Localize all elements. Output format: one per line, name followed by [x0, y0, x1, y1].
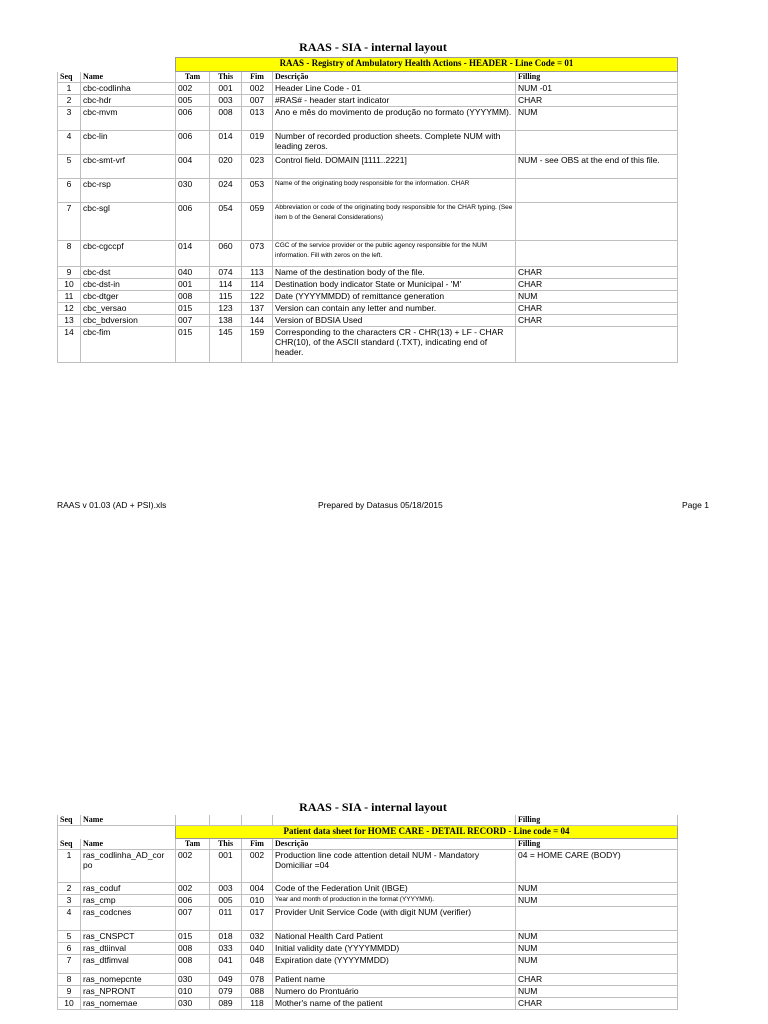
cell-name: ras_dtiinval — [81, 943, 176, 955]
cell-desc: #RAS# - header start indicator — [273, 95, 516, 107]
table-row — [58, 895, 678, 907]
cell-desc: Version can contain any letter and number. — [273, 303, 516, 315]
cell-fim: 113 — [242, 267, 273, 279]
cell-fim: 137 — [242, 303, 273, 315]
cell-this: 003 — [210, 883, 242, 895]
cell-fim: 040 — [242, 943, 273, 955]
cell-fim: 002 — [242, 83, 273, 95]
cell-desc: Control field. DOMAIN [1111..2221] — [273, 155, 516, 179]
table-row — [58, 998, 678, 1010]
cell-name: cbc_bdversion — [81, 315, 176, 327]
cell-seq: 9 — [58, 986, 81, 998]
page2-title: RAAS - SIA - internal layout — [299, 800, 447, 814]
cell-seq: 10 — [58, 279, 81, 291]
cell-name: cbc-lin — [81, 131, 176, 155]
cell-fim: 073 — [242, 241, 273, 267]
cell-desc: Mother's name of the patient — [273, 998, 516, 1010]
cell-this: 115 — [210, 291, 242, 303]
cell-tam: 030 — [176, 179, 210, 203]
cell-name: ras_codcnes — [81, 907, 176, 931]
cell-this: 024 — [210, 179, 242, 203]
cell-fim: 118 — [242, 998, 273, 1010]
cell-seq: 7 — [58, 955, 81, 974]
cell-desc: Expiration date (YYYYMMDD) — [273, 955, 516, 974]
cell-fim: 159 — [242, 327, 273, 363]
cell-seq: 4 — [58, 907, 81, 931]
col-tam: Tam — [176, 839, 210, 850]
cell-fill: CHAR — [516, 267, 678, 279]
footer-page-number: Page 1 — [682, 500, 709, 510]
cell-tam: 030 — [176, 998, 210, 1010]
col-seq: Seq — [58, 839, 81, 850]
cell-tam: 008 — [176, 955, 210, 974]
cell-name: cbc-codlinha — [81, 83, 176, 95]
cell-name: cbc-mvm — [81, 107, 176, 131]
table-row — [58, 291, 678, 303]
cell-fill — [516, 179, 678, 203]
cell-fill: CHAR — [516, 974, 678, 986]
table-row — [58, 179, 678, 203]
col-filling: Filling — [516, 72, 678, 83]
col-seq: Seq — [58, 815, 81, 826]
cell-fill: NUM -01 — [516, 83, 678, 95]
cell-desc: Numero do Prontuário — [273, 986, 516, 998]
cell-this: 060 — [210, 241, 242, 267]
cell-this: 011 — [210, 907, 242, 931]
cell-fill: NUM — [516, 895, 678, 907]
cell-desc: Production line code attention detail NUM - Mandatory Domiciliar =04 — [273, 850, 516, 883]
table-row — [58, 327, 678, 363]
cell-seq: 8 — [58, 974, 81, 986]
cell-this: 074 — [210, 267, 242, 279]
table-row — [58, 931, 678, 943]
cell-fim: 002 — [242, 850, 273, 883]
cell-seq: 2 — [58, 95, 81, 107]
cell-tam: 015 — [176, 931, 210, 943]
section-banner: RAAS - Registry of Ambulatory Health Actions - HEADER - Line Code = 01 — [176, 58, 678, 72]
cell-desc: Year and month of production in the format (YYYYMM). — [273, 895, 516, 907]
cell-fim: 114 — [242, 279, 273, 291]
cell-this: 014 — [210, 131, 242, 155]
cell-seq: 1 — [58, 850, 81, 883]
cell-fim: 053 — [242, 179, 273, 203]
cell-desc: Date (YYYYMMDD) of remittance generation — [273, 291, 516, 303]
cell-this: 138 — [210, 315, 242, 327]
cell-tam: 008 — [176, 291, 210, 303]
cell-desc: Patient name — [273, 974, 516, 986]
cell-fim: 007 — [242, 95, 273, 107]
cell-fill: NUM — [516, 943, 678, 955]
cell-fill: CHAR — [516, 303, 678, 315]
footer-filename: RAAS v 01.03 (AD + PSI).xls — [57, 500, 167, 510]
cell-fim: 059 — [242, 203, 273, 241]
cell-fill: CHAR — [516, 95, 678, 107]
cell-this: 049 — [210, 974, 242, 986]
cell-name: ras_cmp — [81, 895, 176, 907]
cell-this: 123 — [210, 303, 242, 315]
detail-layout-table — [57, 815, 678, 1010]
cell-seq: 13 — [58, 315, 81, 327]
table-row — [58, 986, 678, 998]
cell-fill: NUM - see OBS at the end of this file. — [516, 155, 678, 179]
table-row — [58, 95, 678, 107]
col-descricao: Descrição — [273, 839, 516, 850]
cell-fim: 144 — [242, 315, 273, 327]
cell-name: cbc-hdr — [81, 95, 176, 107]
cell-fill: NUM — [516, 883, 678, 895]
cell-tam: 040 — [176, 267, 210, 279]
page1-title: RAAS - SIA - internal layout — [299, 40, 447, 54]
cell-name: ras_dtfimval — [81, 955, 176, 974]
cell-seq: 2 — [58, 883, 81, 895]
col-name: Name — [81, 815, 176, 826]
cell-this: 033 — [210, 943, 242, 955]
cell-name: ras_nomepcnte — [81, 974, 176, 986]
cell-fill: CHAR — [516, 279, 678, 291]
cell-fim: 017 — [242, 907, 273, 931]
table-row — [58, 155, 678, 179]
table-row — [58, 267, 678, 279]
cell-name: cbc-smt-vrf — [81, 155, 176, 179]
cell-seq: 6 — [58, 179, 81, 203]
cell-seq: 3 — [58, 107, 81, 131]
cell-fill: NUM — [516, 931, 678, 943]
cell-tam: 001 — [176, 279, 210, 291]
cell-fill — [516, 131, 678, 155]
cell-this: 054 — [210, 203, 242, 241]
cell-this: 005 — [210, 895, 242, 907]
col-this: This — [210, 72, 242, 83]
table-row — [58, 850, 678, 883]
cell-seq: 5 — [58, 155, 81, 179]
cell-tam: 006 — [176, 203, 210, 241]
cell-fill — [516, 241, 678, 267]
cell-seq: 4 — [58, 131, 81, 155]
cell-name: ras_CNSPCT — [81, 931, 176, 943]
cell-desc: Ano e mês do movimento de produção no formato (YYYYMM). — [273, 107, 516, 131]
cell-seq: 12 — [58, 303, 81, 315]
cell-name: ras_nomemae — [81, 998, 176, 1010]
cell-desc: CGC of the service provider or the public agency responsible for the NUM information. Fill with zeros on the left. — [273, 241, 516, 267]
col-name: Name — [81, 72, 176, 83]
table-row — [58, 907, 678, 931]
cell-desc: National Health Card Patient — [273, 931, 516, 943]
cell-tam: 002 — [176, 883, 210, 895]
cell-fill: NUM — [516, 291, 678, 303]
cell-this: 041 — [210, 955, 242, 974]
cell-name: cbc-cgccpf — [81, 241, 176, 267]
cell-tam: 005 — [176, 95, 210, 107]
cell-name: cbc_versao — [81, 303, 176, 315]
table-row — [58, 315, 678, 327]
cell-desc: Code of the Federation Unit (IBGE) — [273, 883, 516, 895]
col-filling: Filling — [516, 815, 678, 826]
cell-this: 008 — [210, 107, 242, 131]
cell-desc: Corresponding to the characters CR - CHR(13) + LF - CHAR CHR(10), of the ASCII standard (.TXT), indicating end of header. — [273, 327, 516, 363]
cell-seq: 5 — [58, 931, 81, 943]
col-filling: Filling — [516, 839, 678, 850]
cell-name: cbc-rsp — [81, 179, 176, 203]
cell-fill: 04 = HOME CARE (BODY) — [516, 850, 678, 883]
cell-desc: Name of the originating body responsible for the information. CHAR — [273, 179, 516, 203]
col-tam: Tam — [176, 72, 210, 83]
table-row — [58, 279, 678, 291]
cell-tam: 007 — [176, 907, 210, 931]
cell-this: 018 — [210, 931, 242, 943]
cell-tam: 006 — [176, 131, 210, 155]
cell-tam: 002 — [176, 83, 210, 95]
col-seq: Seq — [58, 72, 81, 83]
cell-fill — [516, 327, 678, 363]
col-this: This — [210, 839, 242, 850]
cell-this: 079 — [210, 986, 242, 998]
cell-desc: Name of the destination body of the file. — [273, 267, 516, 279]
cell-this: 114 — [210, 279, 242, 291]
table-row — [58, 303, 678, 315]
cell-tam: 014 — [176, 241, 210, 267]
cell-fill: CHAR — [516, 315, 678, 327]
col-name: Name — [81, 839, 176, 850]
cell-fill — [516, 907, 678, 931]
cell-this: 089 — [210, 998, 242, 1010]
cell-desc: Abbreviation or code of the originating body responsible for the CHAR typing. (See item b of the General Considerations) — [273, 203, 516, 241]
table-row — [58, 203, 678, 241]
cell-tam: 002 — [176, 850, 210, 883]
cell-this: 003 — [210, 95, 242, 107]
cell-tam: 010 — [176, 986, 210, 998]
cell-seq: 11 — [58, 291, 81, 303]
cell-desc: Destination body indicator State or Municipal - 'M' — [273, 279, 516, 291]
cell-seq: 3 — [58, 895, 81, 907]
cell-tam: 006 — [176, 895, 210, 907]
col-tam-empty — [176, 815, 210, 826]
col-fim: Fim — [242, 72, 273, 83]
cell-fim: 088 — [242, 986, 273, 998]
cell-name: cbc-dtger — [81, 291, 176, 303]
cell-desc: Header Line Code - 01 — [273, 83, 516, 95]
table-row — [58, 974, 678, 986]
cell-seq: 6 — [58, 943, 81, 955]
cell-this: 001 — [210, 83, 242, 95]
cell-this: 020 — [210, 155, 242, 179]
cell-name: cbc-fim — [81, 327, 176, 363]
cell-tam: 015 — [176, 303, 210, 315]
cell-this: 001 — [210, 850, 242, 883]
section-banner: Patient data sheet for HOME CARE - DETAIL RECORD - Line code = 04 — [176, 826, 678, 839]
col-descricao: Descrição — [273, 72, 516, 83]
cell-name: ras_codlinha_AD_cor po — [81, 850, 176, 883]
cell-tam: 030 — [176, 974, 210, 986]
cell-tam: 008 — [176, 943, 210, 955]
table-row — [58, 83, 678, 95]
cell-name: cbc-dst-in — [81, 279, 176, 291]
cell-fill — [516, 203, 678, 241]
cell-name: cbc-dst — [81, 267, 176, 279]
cell-seq: 10 — [58, 998, 81, 1010]
table-row — [58, 107, 678, 131]
col-fim: Fim — [242, 839, 273, 850]
col-desc-empty — [273, 815, 516, 826]
cell-this: 145 — [210, 327, 242, 363]
cell-tam: 015 — [176, 327, 210, 363]
cell-desc: Number of recorded production sheets. Complete NUM with leading zeros. — [273, 131, 516, 155]
col-this-empty — [210, 815, 242, 826]
cell-name: ras_NPRONT — [81, 986, 176, 998]
cell-seq: 9 — [58, 267, 81, 279]
cell-fim: 004 — [242, 883, 273, 895]
cell-desc: Initial validity date (YYYYMMDD) — [273, 943, 516, 955]
header-layout-table — [57, 57, 678, 363]
cell-fim: 023 — [242, 155, 273, 179]
cell-fim: 013 — [242, 107, 273, 131]
cell-fim: 048 — [242, 955, 273, 974]
table-row — [58, 883, 678, 895]
cell-seq: 14 — [58, 327, 81, 363]
footer-prepared-by: Prepared by Datasus 05/18/2015 — [318, 500, 443, 510]
cell-fill: CHAR — [516, 998, 678, 1010]
table-row — [58, 943, 678, 955]
cell-fim: 032 — [242, 931, 273, 943]
cell-tam: 006 — [176, 107, 210, 131]
cell-fim: 078 — [242, 974, 273, 986]
cell-fim: 019 — [242, 131, 273, 155]
cell-fill: NUM — [516, 986, 678, 998]
cell-fill: NUM — [516, 107, 678, 131]
cell-fill: NUM — [516, 955, 678, 974]
table-row — [58, 131, 678, 155]
cell-name: cbc-sgl — [81, 203, 176, 241]
table-row — [58, 955, 678, 974]
cell-seq: 7 — [58, 203, 81, 241]
cell-desc: Version of BDSIA Used — [273, 315, 516, 327]
table-row — [58, 241, 678, 267]
cell-tam: 004 — [176, 155, 210, 179]
cell-tam: 007 — [176, 315, 210, 327]
col-fim-empty — [242, 815, 273, 826]
cell-seq: 1 — [58, 83, 81, 95]
cell-desc: Provider Unit Service Code (with digit NUM (verifier) — [273, 907, 516, 931]
cell-fim: 010 — [242, 895, 273, 907]
cell-fim: 122 — [242, 291, 273, 303]
cell-name: ras_coduf — [81, 883, 176, 895]
cell-seq: 8 — [58, 241, 81, 267]
